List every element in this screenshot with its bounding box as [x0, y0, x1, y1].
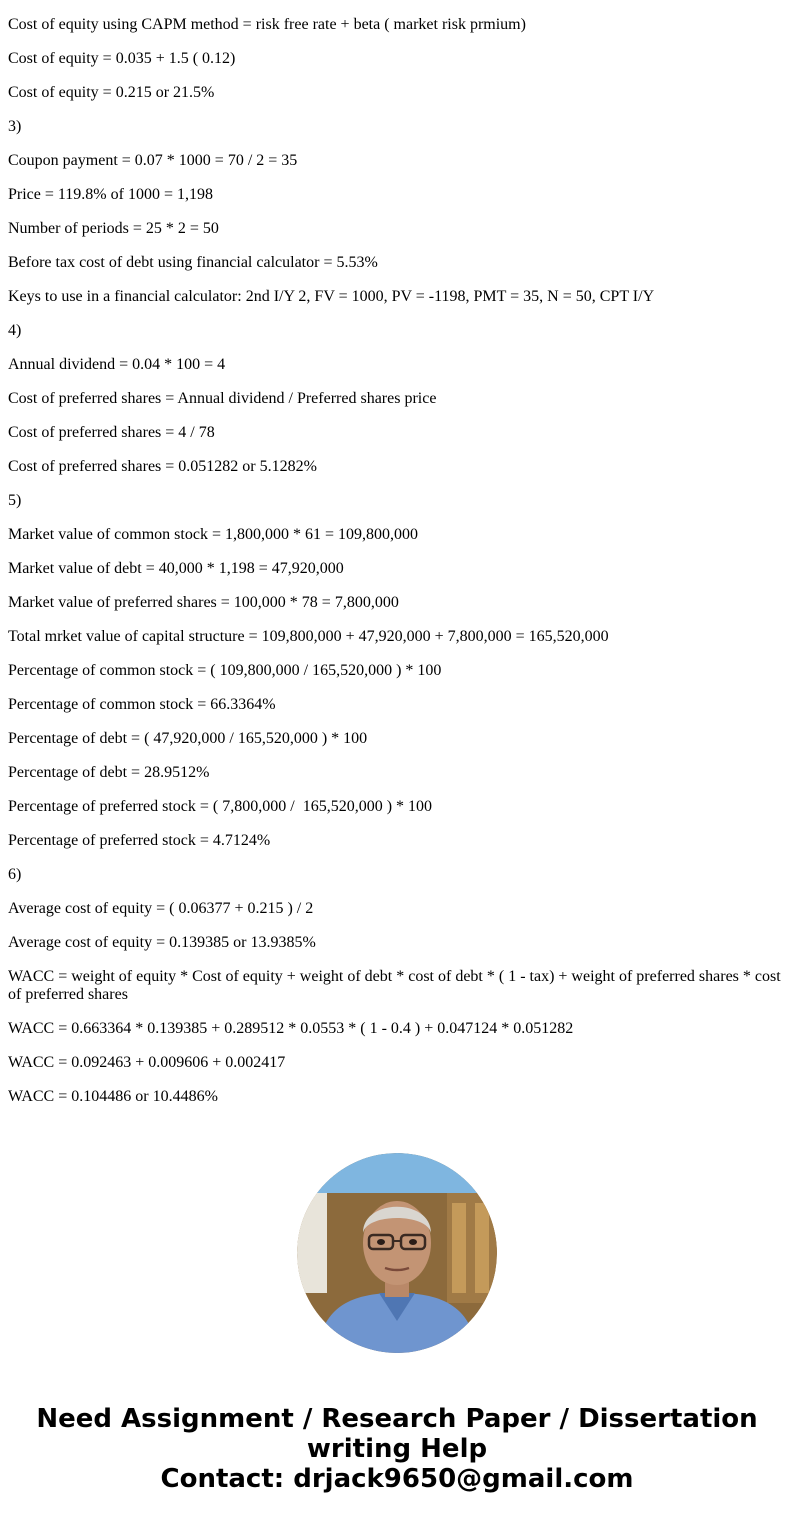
text-line: Percentage of preferred stock = ( 7,800,000 / 165,520,000 ) * 100 [8, 798, 433, 815]
text-line: WACC = 0.092463 + 0.009606 + 0.002417 [8, 1054, 286, 1071]
footer-promo-text: Need Assignment / Research Paper / Dissertation writing Help [36, 1404, 758, 1464]
text-line: Percentage of debt = ( 47,920,000 / 165,520,000 ) * 100 [8, 730, 368, 747]
footer-contact-email: Contact: drjack9650@gmail.com [160, 1464, 634, 1494]
text-line: Percentage of preferred stock = 4.7124% [8, 832, 271, 849]
text-line: Percentage of common stock = 66.3364% [8, 696, 276, 713]
contact-footer [0, 1404, 794, 1494]
text-line: Average cost of equity = 0.139385 or 13.9385% [8, 934, 316, 951]
text-line: Cost of equity = 0.035 + 1.5 ( 0.12) [8, 50, 236, 67]
text-line: Annual dividend = 0.04 * 100 = 4 [8, 356, 226, 373]
section-number: 6) [8, 866, 22, 883]
author-avatar [297, 1153, 497, 1353]
text-line: WACC = 0.663364 * 0.139385 + 0.289512 * 0.0553 * ( 1 - 0.4 ) + 0.047124 * 0.051282 [8, 1020, 574, 1037]
text-line: WACC = weight of equity * Cost of equity + weight of debt * cost of debt * ( 1 - tax) + weight of preferred shares * cost of preferred shares [8, 968, 785, 1003]
solution-body [8, 16, 786, 1122]
author-photo [297, 1153, 497, 1353]
text-line: Coupon payment = 0.07 * 1000 = 70 / 2 = 35 [8, 152, 298, 169]
section-number: 5) [8, 492, 22, 509]
text-line: Average cost of equity = ( 0.06377 + 0.215 ) / 2 [8, 900, 314, 917]
text-line: Percentage of common stock = ( 109,800,000 / 165,520,000 ) * 100 [8, 662, 442, 679]
text-line: Percentage of debt = 28.9512% [8, 764, 210, 781]
text-line: Cost of equity using CAPM method = risk free rate + beta ( market risk prmium) [8, 16, 526, 33]
text-line: Number of periods = 25 * 2 = 50 [8, 220, 219, 237]
text-line: Cost of preferred shares = Annual dividend / Preferred shares price [8, 390, 437, 407]
section-number: 4) [8, 322, 22, 339]
section-number: 3) [8, 118, 22, 135]
text-line: WACC = 0.104486 or 10.4486% [8, 1088, 218, 1105]
text-line: Market value of debt = 40,000 * 1,198 = 47,920,000 [8, 560, 344, 577]
text-line: Before tax cost of debt using financial calculator = 5.53% [8, 254, 378, 271]
text-line: Cost of preferred shares = 4 / 78 [8, 424, 215, 441]
text-line: Total mrket value of capital structure = 109,800,000 + 47,920,000 + 7,800,000 = 165,520,000 [8, 628, 609, 645]
text-line: Cost of preferred shares = 0.051282 or 5.1282% [8, 458, 317, 475]
text-line: Price = 119.8% of 1000 = 1,198 [8, 186, 213, 203]
text-line: Market value of common stock = 1,800,000 * 61 = 109,800,000 [8, 526, 418, 543]
text-line: Cost of equity = 0.215 or 21.5% [8, 84, 215, 101]
text-line: Market value of preferred shares = 100,000 * 78 = 7,800,000 [8, 594, 399, 611]
text-line: Keys to use in a financial calculator: 2nd I/Y 2, FV = 1000, PV = -1198, PMT = 35, N = 50, CPT I/Y [8, 288, 655, 305]
